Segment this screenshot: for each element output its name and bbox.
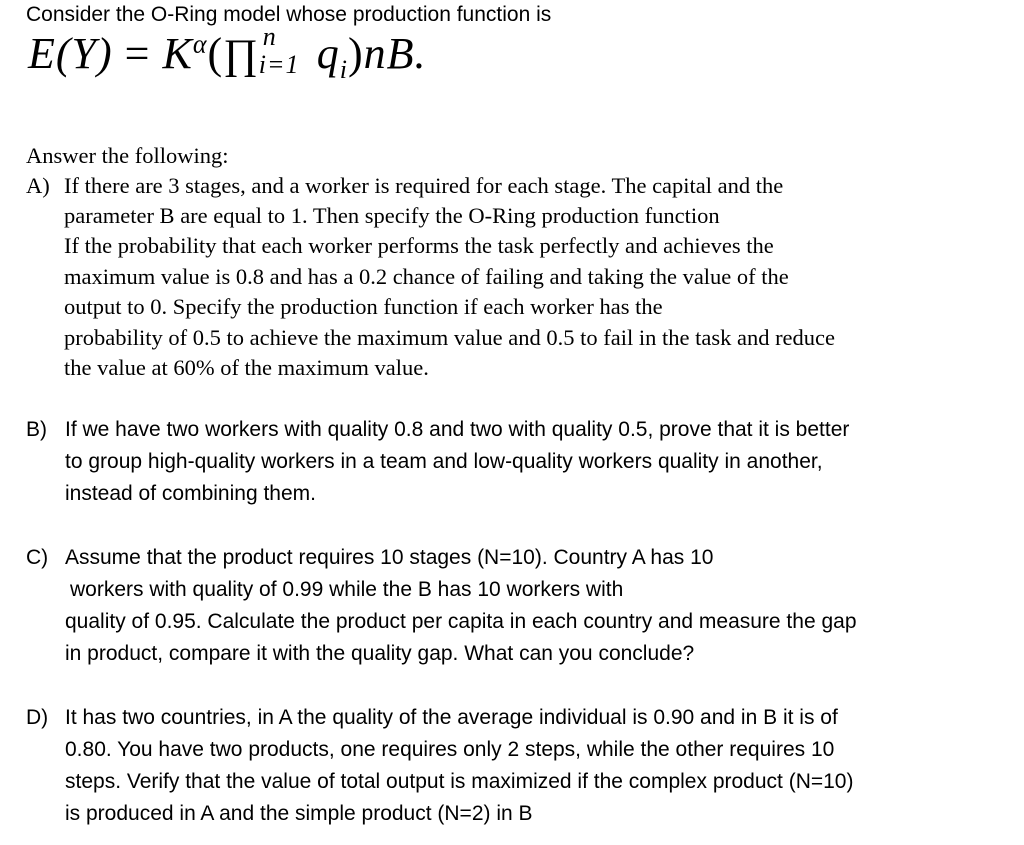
part-a-line: the value at 60% of the maximum value. (64, 355, 429, 380)
part-b-line: If we have two workers with quality 0.8 and two with quality 0.5, prove that it is better (65, 418, 850, 441)
formula-k: K (162, 29, 193, 78)
formula-upper-limit: n (262, 21, 277, 51)
part-d-line: It has two countries, in A the quality of the average individual is 0.90 and in B it is of (65, 706, 838, 729)
formula-close-paren: ) (347, 29, 364, 78)
part-a-label: A) (26, 173, 50, 198)
part-b-label: B) (26, 418, 47, 441)
formula-lower-limit: i=1 (258, 49, 300, 79)
part-b-line: instead of combining them. (65, 482, 316, 505)
part-c-line: in product, compare it with the quality gap. What can you conclude? (65, 642, 695, 665)
part-d-label: D) (26, 706, 49, 729)
part-d-line: 0.80. You have two products, one requires only 2 steps, while the other requires 10 (65, 738, 835, 761)
formula-alpha: α (192, 29, 208, 59)
production-function-formula (28, 21, 427, 85)
formula-tail: nB. (363, 29, 427, 78)
part-d-line: is produced in A and the simple product (N=2) in B (65, 802, 533, 825)
intro-text: Consider the O-Ring model whose production function is (26, 3, 552, 26)
part-a-line: output to 0. Specify the production function if each worker has the (64, 294, 663, 319)
formula-equals: = (124, 29, 151, 78)
part-c-line: Assume that the product requires 10 stages (N=10). Country A has 10 (65, 546, 714, 569)
part-c-label: C) (26, 546, 49, 569)
part-b-line: to group high-quality workers in a team and low-quality workers quality in another, (65, 450, 823, 473)
answer-heading: Answer the following: (26, 143, 229, 168)
part-d-line: steps. Verify that the value of total output is maximized if the complex product (N=10) (65, 770, 854, 793)
formula-product-symbol: ∏ (223, 32, 259, 78)
formula-open-paren: ( (207, 29, 224, 78)
part-a-line: probability of 0.5 to achieve the maximum value and 0.5 to fail in the task and reduce (64, 325, 836, 350)
part-a-line: If the probability that each worker performs the task perfectly and achieves the (64, 233, 774, 258)
formula-q: q (316, 29, 340, 78)
part-c-line: quality of 0.95. Calculate the product per capita in each country and measure the gap (65, 610, 857, 633)
formula-q-subscript: i (339, 54, 348, 84)
part-c-line: workers with quality of 0.99 while the B has 10 workers with (70, 578, 624, 601)
part-a-line: maximum value is 0.8 and has a 0.2 chance of failing and taking the value of the (64, 264, 789, 289)
part-a-line: parameter B are equal to 1. Then specify the O-Ring production function (64, 203, 720, 228)
formula-lhs: E(Y) (28, 29, 113, 78)
part-a-line: If there are 3 stages, and a worker is required for each stage. The capital and the (64, 173, 784, 198)
